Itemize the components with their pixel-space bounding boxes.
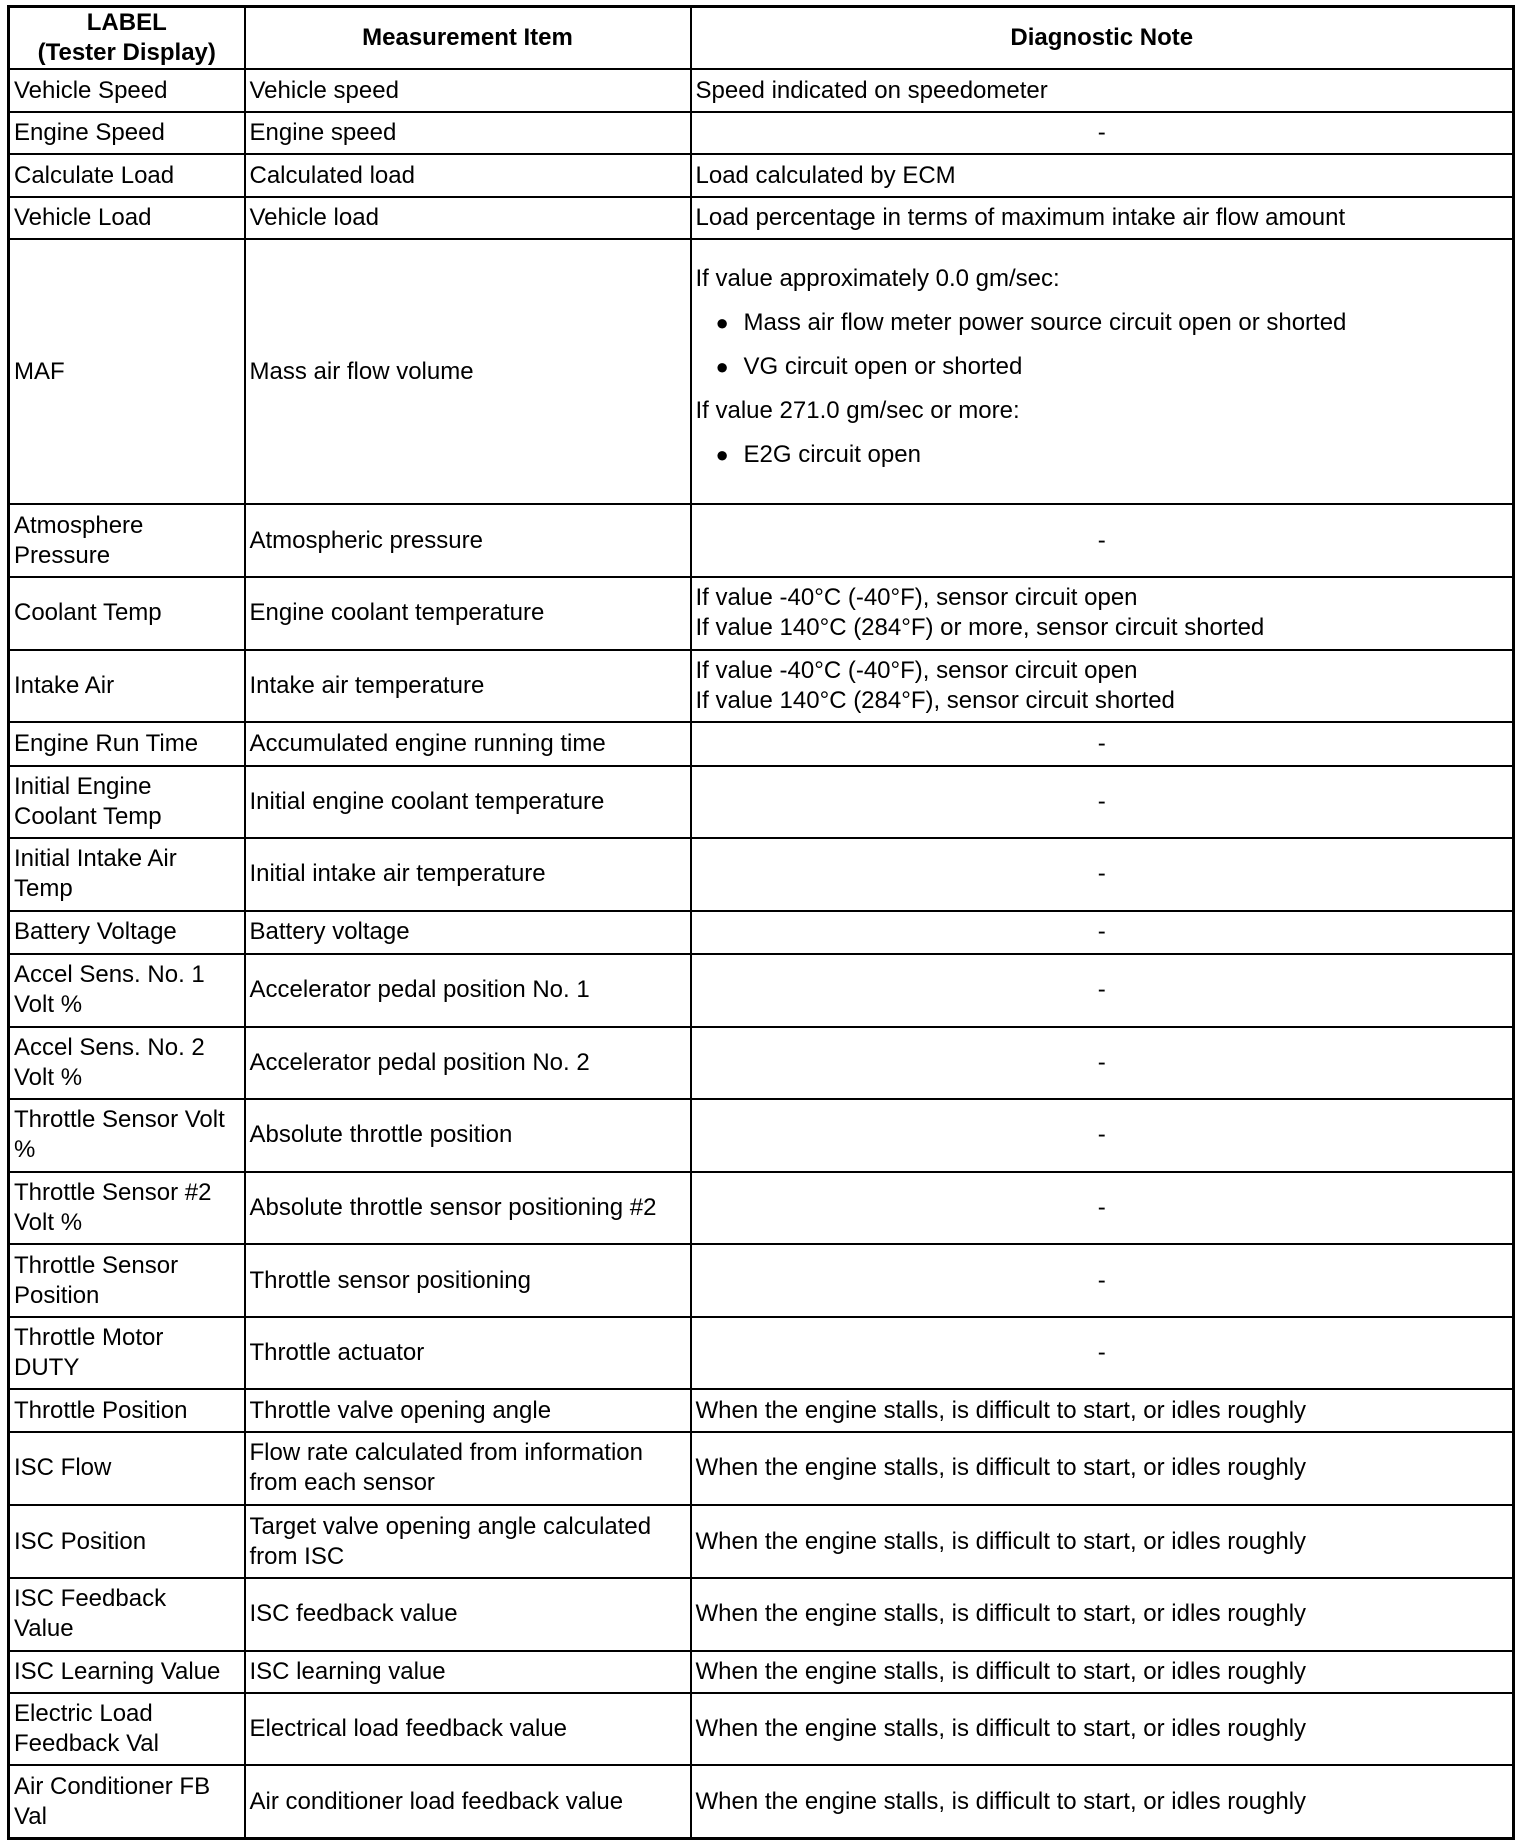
measurement-item-text: Engine coolant temperature bbox=[249, 599, 545, 627]
maf-note-bullet bbox=[696, 352, 1509, 382]
label-text: ISC Feedback bbox=[14, 1585, 167, 1613]
label-text: % bbox=[14, 1136, 36, 1164]
diagnostic-note-cell bbox=[691, 1244, 1514, 1317]
table-row bbox=[9, 504, 1514, 577]
bullet-icon: ● bbox=[715, 310, 729, 336]
label-text: Throttle Sensor bbox=[14, 1251, 179, 1279]
label-cell bbox=[9, 1389, 245, 1431]
measurement-item-text: Battery voltage bbox=[249, 918, 410, 946]
label-cell bbox=[9, 766, 245, 839]
label-cell bbox=[9, 1317, 245, 1390]
table-row bbox=[9, 1099, 1514, 1172]
label-text: Atmosphere bbox=[14, 511, 144, 539]
diagnostic-note-cell bbox=[691, 1317, 1514, 1390]
header-label-line: (Tester Display) bbox=[37, 39, 216, 66]
diagnostic-note-cell bbox=[691, 1651, 1514, 1693]
measurement-item-text: Absolute throttle sensor positioning #2 bbox=[249, 1194, 657, 1221]
header-measurement-item: Measurement Item bbox=[245, 7, 691, 70]
label-text: Pressure bbox=[14, 541, 111, 569]
diagnostic-note-text: - bbox=[1097, 976, 1106, 1004]
diagnostic-note-cell bbox=[691, 504, 1514, 577]
measurement-item-text: Intake air temperature bbox=[249, 671, 485, 699]
table-row bbox=[9, 239, 1514, 505]
measurement-item-cell bbox=[245, 722, 691, 765]
diagnostic-note-cell bbox=[691, 239, 1514, 505]
measurement-item-text: Accumulated engine running time bbox=[249, 729, 606, 757]
label-cell bbox=[9, 1693, 245, 1766]
table-row bbox=[9, 1765, 1514, 1838]
maf-note-bullet bbox=[696, 308, 1509, 338]
label-text: ISC Flow bbox=[14, 1454, 112, 1482]
measurement-item-text: from ISC bbox=[249, 1542, 345, 1570]
header-label bbox=[9, 7, 245, 70]
diagnostic-note-text: - bbox=[1097, 526, 1106, 554]
label-text: DUTY bbox=[14, 1354, 80, 1382]
header-diagnostic-note: Diagnostic Note bbox=[691, 7, 1514, 70]
measurement-item-text: Vehicle speed bbox=[249, 76, 399, 104]
label-text: ISC Position bbox=[14, 1527, 147, 1555]
table-row bbox=[9, 650, 1514, 723]
label-cell bbox=[9, 69, 245, 112]
label-text: Position bbox=[14, 1281, 100, 1309]
diagnostic-note-text: - bbox=[1097, 1194, 1106, 1221]
diagnostic-note-text: Load percentage in terms of maximum intake air flow amount bbox=[695, 203, 1346, 231]
label-text: ISC Learning Value bbox=[14, 1657, 221, 1685]
table-row bbox=[9, 154, 1514, 196]
diagnostic-note-text: When the engine stalls, is difficult to start, or idles roughly bbox=[695, 1600, 1307, 1628]
diagnostic-note-cell bbox=[691, 577, 1514, 650]
diagnostic-note-cell bbox=[691, 954, 1514, 1027]
diagnostic-note-text: - bbox=[1097, 119, 1106, 147]
label-text: Coolant Temp bbox=[14, 599, 162, 627]
label-cell bbox=[9, 838, 245, 911]
measurement-item-text: Throttle valve opening angle bbox=[249, 1396, 552, 1424]
measurement-item-text: Throttle sensor positioning bbox=[249, 1266, 531, 1294]
measurement-item-cell bbox=[245, 69, 691, 112]
bullet-icon: ● bbox=[715, 354, 729, 380]
diagnostic-note-cell bbox=[691, 1432, 1514, 1506]
label-text: Volt % bbox=[14, 1063, 83, 1091]
measurement-item-text: Atmospheric pressure bbox=[249, 526, 483, 554]
diagnostic-note-text: Load calculated by ECM bbox=[695, 161, 956, 189]
maf-note-intro: If value approximately 0.0 gm/sec: bbox=[695, 265, 1060, 293]
measurement-item-text: Throttle actuator bbox=[249, 1339, 425, 1367]
measurement-item-cell bbox=[245, 766, 691, 839]
diagnostic-note-text: When the engine stalls, is difficult to start, or idles roughly bbox=[695, 1714, 1307, 1742]
diagnostic-note-text: - bbox=[1097, 860, 1106, 888]
diagnostic-note-cell bbox=[691, 69, 1514, 112]
measurement-item-text: Target valve opening angle calculated bbox=[249, 1512, 652, 1540]
table-row bbox=[9, 766, 1514, 839]
table-row bbox=[9, 954, 1514, 1027]
diagnostic-note-text: - bbox=[1097, 1339, 1106, 1367]
measurement-item-cell bbox=[245, 1172, 691, 1245]
table-row bbox=[9, 1317, 1514, 1390]
table-row bbox=[9, 1651, 1514, 1693]
label-text: Air Conditioner FB bbox=[14, 1772, 211, 1800]
measurement-item-cell bbox=[245, 1099, 691, 1172]
measurement-item-cell bbox=[245, 197, 691, 239]
diagnostic-note-text: - bbox=[1097, 787, 1106, 815]
diagnostic-note-cell bbox=[691, 1578, 1514, 1651]
label-cell bbox=[9, 722, 245, 765]
measurement-item-text: Flow rate calculated from information bbox=[249, 1439, 643, 1467]
measurement-item-text: Initial engine coolant temperature bbox=[249, 787, 605, 815]
label-text: Temp bbox=[14, 875, 73, 903]
table-header-row bbox=[9, 7, 1514, 70]
diagnostic-table bbox=[7, 5, 1515, 1840]
diagnostic-note-text: If value 140°C (284°F) or more, sensor circuit shorted bbox=[695, 614, 1265, 642]
measurement-item-cell bbox=[245, 154, 691, 196]
table-body bbox=[9, 69, 1514, 1839]
diagnostic-note-text: - bbox=[1097, 729, 1106, 757]
measurement-item-cell bbox=[245, 1432, 691, 1506]
table-row bbox=[9, 112, 1514, 154]
label-text: Coolant Temp bbox=[14, 802, 162, 830]
label-text: Intake Air bbox=[14, 671, 115, 699]
label-cell bbox=[9, 954, 245, 1027]
diagnostic-note-cell bbox=[691, 112, 1514, 154]
label-text: Feedback Val bbox=[14, 1729, 159, 1757]
diagnostic-note-text: When the engine stalls, is difficult to start, or idles roughly bbox=[695, 1454, 1307, 1482]
measurement-item-cell bbox=[245, 954, 691, 1027]
label-text: Vehicle Load bbox=[14, 203, 152, 231]
diagnostic-note-text: - bbox=[1097, 1121, 1106, 1149]
diagnostic-note-cell bbox=[691, 722, 1514, 765]
maf-note-bullet-text: VG circuit open or shorted bbox=[743, 353, 1023, 381]
measurement-item-cell bbox=[245, 1505, 691, 1578]
label-text: Value bbox=[14, 1615, 74, 1643]
measurement-item-cell bbox=[245, 239, 691, 505]
maf-note-bullet-text: E2G circuit open bbox=[743, 441, 921, 469]
table-row bbox=[9, 197, 1514, 239]
diagnostic-note-cell bbox=[691, 650, 1514, 723]
label-text: Initial Intake Air bbox=[14, 845, 177, 873]
table-row bbox=[9, 69, 1514, 112]
table-row bbox=[9, 1693, 1514, 1766]
measurement-item-cell bbox=[245, 1765, 691, 1838]
label-cell bbox=[9, 1099, 245, 1172]
measurement-item-cell bbox=[245, 1244, 691, 1317]
label-cell bbox=[9, 197, 245, 239]
label-cell bbox=[9, 1765, 245, 1838]
measurement-item-text: Accelerator pedal position No. 2 bbox=[249, 1048, 590, 1076]
diagnostic-note-text: When the engine stalls, is difficult to start, or idles roughly bbox=[695, 1657, 1307, 1685]
measurement-item-text: Vehicle load bbox=[249, 203, 379, 231]
label-cell bbox=[9, 504, 245, 577]
label-cell bbox=[9, 1027, 245, 1100]
table-row bbox=[9, 838, 1514, 911]
diagnostic-note-cell bbox=[691, 838, 1514, 911]
diagnostic-note-cell bbox=[691, 154, 1514, 196]
label-cell bbox=[9, 1505, 245, 1578]
diagnostic-note-text: Speed indicated on speedometer bbox=[695, 76, 1048, 104]
table-row bbox=[9, 1578, 1514, 1651]
label-text: Vehicle Speed bbox=[14, 76, 168, 104]
header-label-line: LABEL bbox=[86, 9, 167, 36]
diagnostic-note-cell bbox=[691, 1505, 1514, 1578]
label-text: Throttle Position bbox=[14, 1396, 188, 1424]
diagnostic-note-text: If value 140°C (284°F), sensor circuit shorted bbox=[695, 686, 1175, 714]
table-row bbox=[9, 1505, 1514, 1578]
table-row bbox=[9, 722, 1514, 765]
table-row bbox=[9, 1244, 1514, 1317]
measurement-item-cell bbox=[245, 1651, 691, 1693]
label-cell bbox=[9, 239, 245, 505]
measurement-item-text: Mass air flow volume bbox=[249, 357, 474, 385]
label-text: Val bbox=[14, 1802, 47, 1830]
label-text: Volt % bbox=[14, 1209, 83, 1236]
measurement-item-cell bbox=[245, 1317, 691, 1390]
diagnostic-note-text: - bbox=[1097, 918, 1106, 946]
measurement-item-cell bbox=[245, 1027, 691, 1100]
label-cell bbox=[9, 112, 245, 154]
label-cell bbox=[9, 911, 245, 954]
diagnostic-note-cell bbox=[691, 1765, 1514, 1838]
label-text: Battery Voltage bbox=[14, 918, 177, 946]
label-cell bbox=[9, 650, 245, 723]
label-cell bbox=[9, 1172, 245, 1245]
label-text: Throttle Sensor Volt bbox=[14, 1106, 225, 1134]
diagnostic-note-text: If value -40°C (-40°F), sensor circuit open bbox=[695, 584, 1138, 612]
maf-note-bullet-text: Mass air flow meter power source circuit open or shorted bbox=[743, 309, 1347, 337]
label-text: Calculate Load bbox=[14, 161, 175, 189]
label-text: Engine Run Time bbox=[14, 729, 199, 757]
diagnostic-note-cell bbox=[691, 197, 1514, 239]
diagnostic-note-cell bbox=[691, 911, 1514, 954]
measurement-item-text: Engine speed bbox=[249, 119, 397, 147]
diagnostic-note-text: - bbox=[1097, 1048, 1106, 1076]
label-text: MAF bbox=[14, 357, 65, 385]
measurement-item-cell bbox=[245, 112, 691, 154]
measurement-item-text: Absolute throttle position bbox=[249, 1121, 513, 1149]
diagnostic-note-cell bbox=[691, 1099, 1514, 1172]
measurement-item-cell bbox=[245, 911, 691, 954]
label-text: Engine Speed bbox=[14, 119, 165, 147]
label-text: Initial Engine bbox=[14, 772, 152, 800]
measurement-item-text: from each sensor bbox=[249, 1469, 435, 1497]
label-cell bbox=[9, 577, 245, 650]
measurement-item-cell bbox=[245, 504, 691, 577]
label-text: Throttle Sensor #2 bbox=[14, 1179, 212, 1206]
diagnostic-note-text: When the engine stalls, is difficult to start, or idles roughly bbox=[695, 1396, 1307, 1424]
diagnostic-note-text: If value -40°C (-40°F), sensor circuit open bbox=[695, 656, 1138, 684]
measurement-item-text: ISC learning value bbox=[249, 1657, 446, 1685]
label-cell bbox=[9, 1651, 245, 1693]
label-text: Volt % bbox=[14, 991, 83, 1019]
measurement-item-cell bbox=[245, 1389, 691, 1431]
diagnostic-note-text: When the engine stalls, is difficult to start, or idles roughly bbox=[695, 1527, 1307, 1555]
label-text: Electric Load bbox=[14, 1699, 153, 1727]
table-row bbox=[9, 1172, 1514, 1245]
table-row bbox=[9, 1389, 1514, 1431]
label-text: Accel Sens. No. 2 bbox=[14, 1033, 205, 1061]
table-row bbox=[9, 1027, 1514, 1100]
measurement-item-cell bbox=[245, 838, 691, 911]
diagnostic-note-cell bbox=[691, 766, 1514, 839]
bullet-icon: ● bbox=[715, 442, 729, 468]
measurement-item-text: Electrical load feedback value bbox=[249, 1714, 568, 1742]
measurement-item-cell bbox=[245, 577, 691, 650]
label-text: Accel Sens. No. 1 bbox=[14, 961, 205, 989]
diagnostic-note-cell bbox=[691, 1693, 1514, 1766]
table-row bbox=[9, 1432, 1514, 1506]
diagnostic-note-text: When the engine stalls, is difficult to start, or idles roughly bbox=[695, 1787, 1307, 1815]
measurement-item-text: ISC feedback value bbox=[249, 1600, 458, 1628]
measurement-item-text: Calculated load bbox=[249, 161, 415, 189]
maf-note-bullet bbox=[696, 440, 1509, 470]
measurement-item-cell bbox=[245, 650, 691, 723]
label-cell bbox=[9, 1578, 245, 1651]
label-cell bbox=[9, 1432, 245, 1506]
diagnostic-note-cell bbox=[691, 1027, 1514, 1100]
table-row bbox=[9, 577, 1514, 650]
measurement-item-cell bbox=[245, 1578, 691, 1651]
measurement-item-text: Accelerator pedal position No. 1 bbox=[249, 976, 590, 1004]
diagnostic-note-text: - bbox=[1097, 1266, 1106, 1294]
diagnostic-note-cell bbox=[691, 1172, 1514, 1245]
label-cell bbox=[9, 154, 245, 196]
diagnostic-note-cell bbox=[691, 1389, 1514, 1431]
table-row bbox=[9, 911, 1514, 954]
measurement-item-text: Initial intake air temperature bbox=[249, 860, 546, 888]
measurement-item-text: Air conditioner load feedback value bbox=[249, 1787, 624, 1815]
label-text: Throttle Motor bbox=[14, 1324, 164, 1352]
measurement-item-cell bbox=[245, 1693, 691, 1766]
label-cell bbox=[9, 1244, 245, 1317]
maf-note-intro: If value 271.0 gm/sec or more: bbox=[695, 397, 1020, 425]
